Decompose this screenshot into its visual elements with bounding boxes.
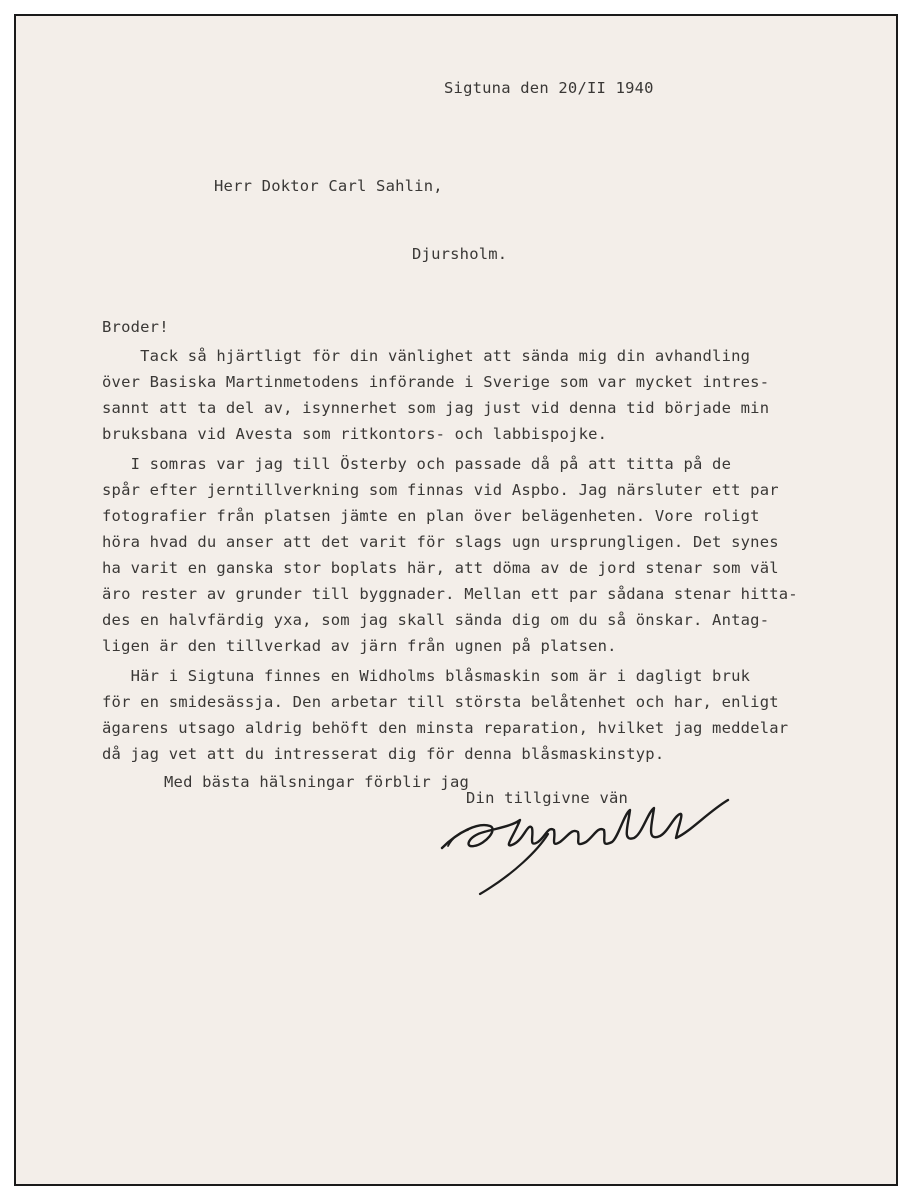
body-line: ligen är den tillverkad av järn från ugnen på platsen.: [102, 637, 617, 655]
body-line: över Basiska Martinmetodens införande i Sverige som var mycket intres-: [102, 373, 770, 391]
letter-date: Sigtuna den 20/II 1940: [444, 79, 654, 97]
body-line: Tack så hjärtligt för din vänlighet att sända mig din avhandling: [102, 347, 751, 365]
body-line: Här i Sigtuna finnes en Widholms blåsmaskin som är i dagligt bruk: [102, 667, 751, 685]
body-line: ägarens utsago aldrig behöft den minsta reparation, hvilket jag meddelar: [102, 719, 789, 737]
body-line: äro rester av grunder till byggnader. Mellan ett par sådana stenar hitta-: [102, 585, 798, 603]
body-line: då jag vet att du intresserat dig för denna blåsmaskinstyp.: [102, 745, 665, 763]
body-line: spår efter jerntillverkning som finnas vid Aspbo. Jag närsluter ett par: [102, 481, 779, 499]
body-line: bruksbana vid Avesta som ritkontors- och labbispojke.: [102, 425, 608, 443]
body-line: ha varit en ganska stor boplats här, att döma av de jord stenar som väl: [102, 559, 779, 577]
body-line: höra hvad du anser att det varit för slags ugn ursprungligen. Det synes: [102, 533, 779, 551]
letter-salutation: Broder!: [102, 318, 169, 336]
body-line: I somras var jag till Österby och passade då på att titta på de: [102, 455, 732, 473]
body-line: för en smidesässja. Den arbetar till största belåtenhet och har, enligt: [102, 693, 779, 711]
body-line: sannt att ta del av, isynnerhet som jag just vid denna tid började min: [102, 399, 770, 417]
letter-closing: Med bästa hälsningar förblir jag: [164, 773, 470, 791]
letter-signoff: Din tillgivne vän: [466, 789, 629, 807]
handwritten-signature: [428, 792, 778, 902]
letter-addressee: Herr Doktor Carl Sahlin,: [214, 177, 443, 195]
signature-scribble: [428, 792, 778, 902]
body-line: des en halvfärdig yxa, som jag skall sända dig om du så önskar. Antag-: [102, 611, 770, 629]
letter-place: Djursholm.: [412, 245, 508, 263]
body-line: fotografier från platsen jämte en plan över belägenheten. Vore roligt: [102, 507, 760, 525]
